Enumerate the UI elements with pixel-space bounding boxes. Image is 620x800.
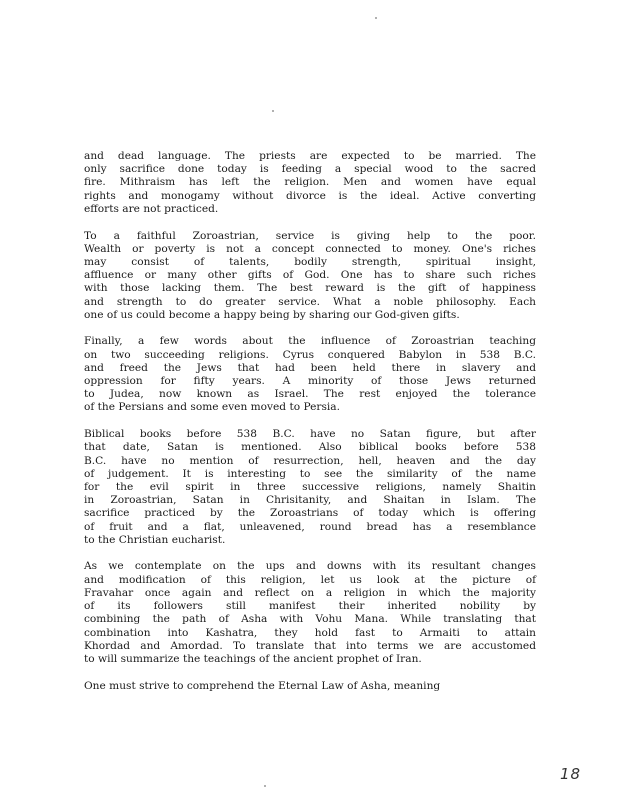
text-line: to Judea, now known as Israel. The rest enjoyed the tolerance xyxy=(84,388,536,401)
scan-speck xyxy=(264,785,266,787)
text-line: with those lacking them. The best reward is the gift of happiness xyxy=(84,282,536,295)
text-line: affluence or many other gifts of God. One has to share such riches xyxy=(84,269,536,282)
text-line: in Zoroastrian, Satan in Chrisitanity, and Shaitan in Islam. The xyxy=(84,494,536,507)
text-line: Wealth or poverty is not a concept connected to money. One's riches xyxy=(84,242,536,255)
text-line: to will summarize the teachings of the ancient prophet of Iran. xyxy=(84,652,422,665)
text-line: Khordad and Amordad. To translate that into terms we are accustomed xyxy=(84,639,536,652)
text-line: To a faithful Zoroastrian, service is giving help to the poor. xyxy=(84,229,536,242)
text-line: Biblical books before 538 B.C. have no Satan figure, but after xyxy=(84,428,536,441)
text-line: only sacrifice done today is feeding a special wood to the sacred xyxy=(84,163,536,176)
scan-speck xyxy=(272,110,274,112)
paragraph xyxy=(84,230,536,322)
page-number: 18 xyxy=(560,765,582,783)
text-line: As we contemplate on the ups and downs with its resultant changes xyxy=(84,560,536,573)
paragraph xyxy=(84,335,536,414)
text-line: of judgement. It is interesting to see the similarity of the name xyxy=(84,467,536,480)
text-line: on two succeeding religions. Cyrus conquered Babylon in 538 B.C. xyxy=(84,348,536,361)
text-line: sacrifice practiced by the Zoroastrians of today which is offering xyxy=(84,507,536,520)
text-line: rights and monogamy without divorce is the ideal. Active converting xyxy=(84,189,536,202)
body-text xyxy=(84,150,536,706)
text-line: of fruit and a flat, unleavened, round bread has a resemblance xyxy=(84,520,536,533)
text-line: of the Persians and some even moved to Persia. xyxy=(84,401,340,414)
text-line: combination into Kashatra, they hold fast to Armaiti to attain xyxy=(84,626,536,639)
paragraph xyxy=(84,150,536,216)
text-line: and freed the Jews that had been held there in slavery and xyxy=(84,361,536,374)
text-line: B.C. have no mention of resurrection, hell, heaven and the day xyxy=(84,454,536,467)
text-line: to the Christian eucharist. xyxy=(84,533,226,546)
paragraph xyxy=(84,560,536,666)
text-line: and modification of this religion, let us look at the picture of xyxy=(84,573,536,586)
text-line: may consist of talents, bodily strength, spiritual insight, xyxy=(84,255,536,268)
text-line: Finally, a few words about the influence of Zoroastrian teaching xyxy=(84,335,536,348)
text-line: and dead language. The priests are expected to be married. The xyxy=(84,150,536,162)
text-line: for the evil spirit in three successive religions, namely Shaitin xyxy=(84,480,536,493)
scan-speck xyxy=(375,17,377,19)
text-line: that date, Satan is mentioned. Also biblical books before 538 xyxy=(84,441,536,454)
text-line: fire. Mithraism has left the religion. Men and women have equal xyxy=(84,176,536,189)
text-line: combining the path of Asha with Vohu Mana. While translating that xyxy=(84,613,536,626)
text-line: Fravahar once again and reflect on a religion in which the majority xyxy=(84,586,536,599)
paragraph xyxy=(84,680,536,693)
text-line: One must strive to comprehend the Eternal Law of Asha, meaning xyxy=(84,679,441,692)
text-line: of its followers still manifest their inherited nobility by xyxy=(84,600,536,613)
paragraph xyxy=(84,428,536,547)
text-line: oppression for fifty years. A minority of those Jews returned xyxy=(84,375,536,388)
text-line: and strength to do greater service. What a noble philosophy. Each xyxy=(84,295,536,308)
text-line: efforts are not practiced. xyxy=(84,202,219,215)
text-line: one of us could become a happy being by sharing our God-given gifts. xyxy=(84,308,460,321)
